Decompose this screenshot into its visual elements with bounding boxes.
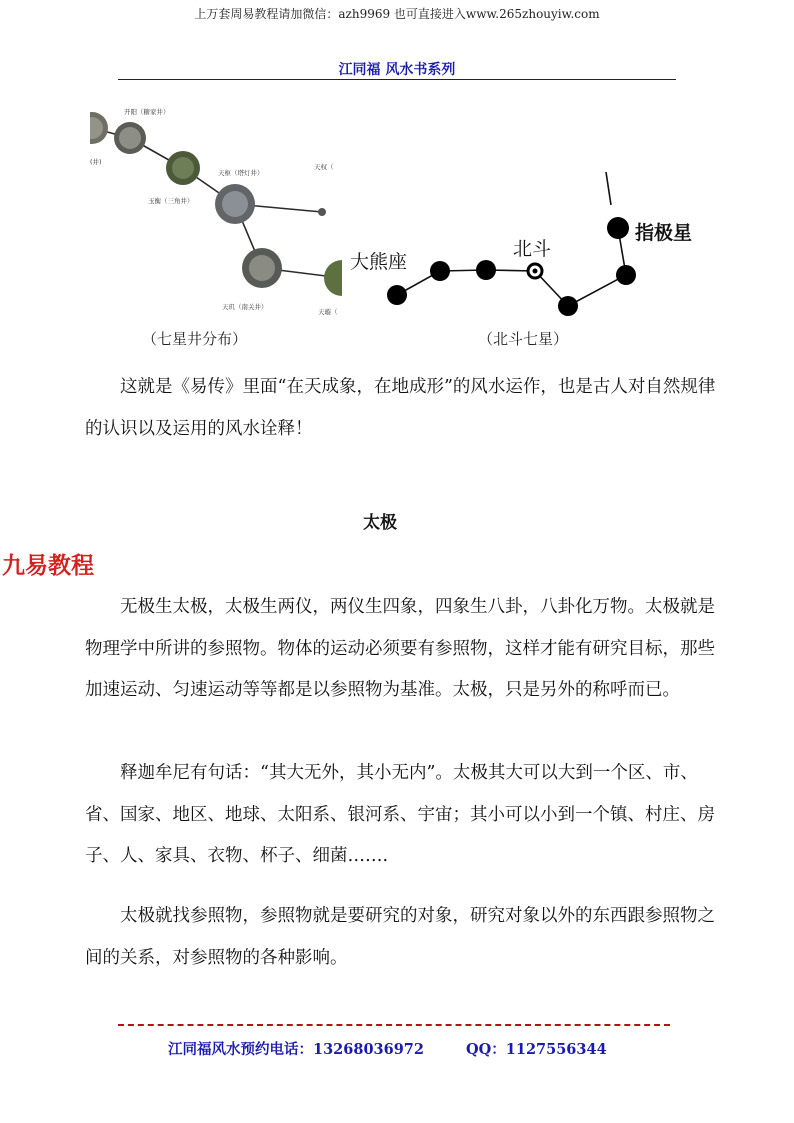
paragraph-2: 无极生太极，太极生两仪，两仪生四象，四象生八卦，八卦化万物。太极就是物理学中所讲的参照物。物体的运动必须要有参照物，这样才能有研究目标，那些加速运动、匀速运动等等都是以参照物为基准。太极，只是另外的称呼而已。 <box>85 597 715 700</box>
well-label: 天枢（塔灯井） <box>218 169 264 177</box>
well-label: 开阳（糖家井） <box>124 108 170 116</box>
watermark: 九易教程 <box>2 553 94 579</box>
ursa-major-label: 大熊座 <box>350 251 408 273</box>
left-figure-caption: （七星井分布） <box>142 330 248 348</box>
top-note: 上万套周易教程请加微信：azh9969 也可直接进入www.265zhouyiw.com <box>194 7 600 21</box>
footer-divider <box>118 1024 670 1026</box>
well-label: 天璇（ <box>318 308 338 316</box>
big-dipper-figure <box>350 160 710 320</box>
section-heading: 太极 <box>363 513 397 533</box>
header-divider <box>118 79 676 80</box>
well-label: 天权（ <box>314 163 334 171</box>
paragraph-3: 释迦牟尼有句话：“其大无外，其小无内”。太极其大可以大到一个区、市、省、国家、地区、地球、太阳系、银河系、宇宙；其小可以小到一个镇、村庄、房子、人、家具、衣物、杯子、细菌……. <box>85 763 715 866</box>
paragraph-1: 这就是《易传》里面“在天成象，在地成形”的风水运作，也是古人对自然规律的认识以及运用的风水诠释！ <box>85 377 716 439</box>
seven-wells-figure <box>90 102 342 317</box>
big-dipper-diagram <box>350 160 710 320</box>
right-figure-caption: （北斗七星） <box>478 330 569 348</box>
series-title: 江同福 风水书系列 <box>338 62 456 78</box>
well-label: (井) <box>90 158 102 166</box>
well-label: 天玑（南关井） <box>222 303 268 311</box>
seven-wells-diagram <box>90 102 342 317</box>
footer-phone: 江同福风水预约电话：13268036972 <box>168 1041 424 1058</box>
paragraph-4: 太极就找参照物，参照物就是要研究的对象，研究对象以外的东西跟参照物之间的关系，对参照物的各种影响。 <box>85 906 715 968</box>
footer-qq: QQ：1127556344 <box>466 1041 607 1058</box>
well-label: 玉衡（三角井） <box>148 197 194 205</box>
polaris-label: 指极星 <box>635 222 693 244</box>
big-dipper-label: 北斗 <box>513 238 552 260</box>
